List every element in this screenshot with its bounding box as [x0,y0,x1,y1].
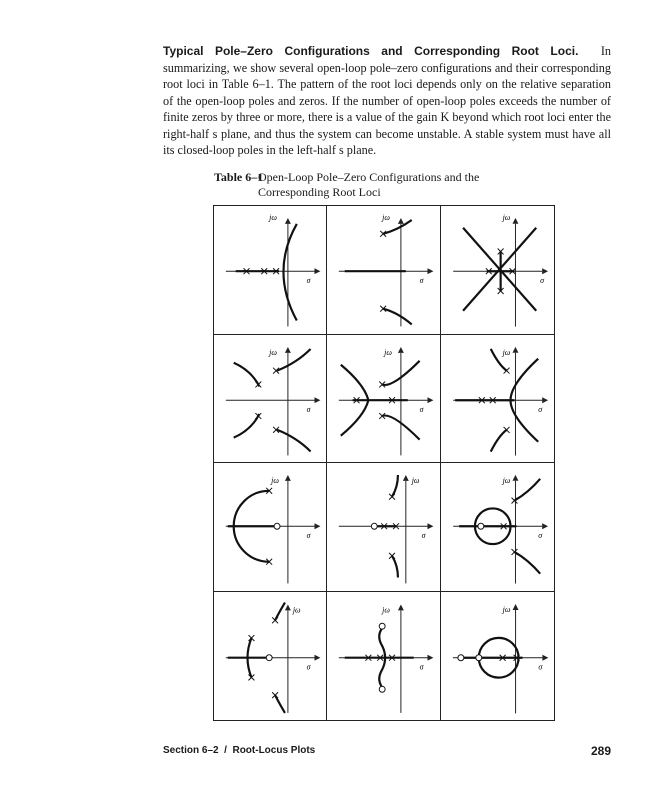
root-locus-cell [214,592,327,721]
root-locus-cell [327,463,440,592]
real-axis-label: σ [537,531,542,541]
root-locus-plot [214,335,326,463]
imag-axis-label: jω [384,347,393,357]
real-axis-label: σ [306,276,311,286]
imag-axis-label: jω [502,212,511,222]
real-axis-label: σ [419,662,424,672]
imag-axis-label: jω [269,347,277,357]
table-title: Open-Loop Pole–Zero Configurations and the Corresponding Root Loci [258,170,480,199]
root-locus-cell [214,335,327,464]
real-axis-label: σ [538,662,543,672]
root-locus-cell [327,335,440,464]
root-locus-cell [441,463,554,592]
imag-axis-label: jω [502,347,511,357]
paragraph-lead: Typical Pole–Zero Configurations and Corresponding Root Loci. [163,44,579,58]
root-locus-cell [214,206,327,335]
root-locus-plot [327,592,439,721]
imag-axis-label: jω [382,604,391,614]
real-axis-label: σ [421,531,426,541]
root-locus-plot [441,335,554,463]
root-locus-cell [214,463,327,592]
page-footer [163,745,611,756]
root-locus-cell [327,592,440,721]
imag-axis-label: jω [412,475,420,485]
root-locus-plot [441,206,554,334]
table-number: Table 6–1 [214,170,264,184]
root-locus-plot [327,335,439,463]
root-locus-cell [441,592,554,721]
real-axis-label: σ [419,276,424,286]
footer-section: Section 6–2 / Root-Locus Plots [163,745,316,756]
real-axis-label: σ [537,404,542,414]
real-axis-label: σ [306,662,311,672]
root-locus-cell [441,335,554,464]
real-axis-label: σ [306,531,311,541]
imag-axis-label: jω [382,212,391,222]
real-axis-label: σ [539,276,544,286]
root-locus-plot [214,206,326,334]
root-locus-plot [441,463,554,591]
imag-axis-label: jω [502,604,511,614]
root-locus-plot [214,463,326,591]
imag-axis-label: jω [271,475,279,485]
paragraph-body: In summarizing, we show several open-loop pole–zero configurations and their corresponding root loci in Table 6–1. The pattern of the root loci depends only on the relative separation of the open-loop poles and zeros. If the number of open-loop poles exceeds the number of finite zeros by three or more, there is a value of the gain K beyond which root loci enter the right-half s plane, and thus the system can become unstable. A stable system must have all its closed-loop poles in the left-half s plane. [163,44,612,157]
imag-axis-label: jω [502,475,511,485]
real-axis-label: σ [419,404,424,414]
page-number: 289 [590,744,611,758]
root-locus-plot [441,592,554,721]
root-locus-plot [327,463,439,591]
intro-paragraph [163,43,611,159]
root-locus-table [213,205,555,721]
root-locus-plot [327,206,439,334]
real-axis-label: σ [306,404,311,414]
root-locus-cell [327,206,440,335]
imag-axis-label: jω [269,212,277,222]
root-locus-cell [441,206,554,335]
imag-axis-label: jω [292,604,301,614]
root-locus-plot [214,592,326,721]
